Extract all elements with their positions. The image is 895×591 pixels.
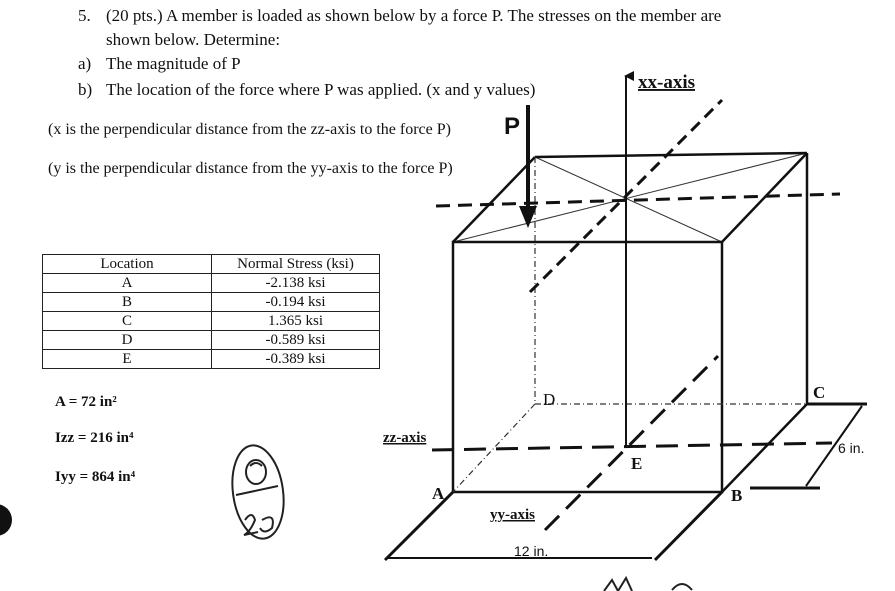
point-d-label: D — [543, 390, 556, 409]
dimension-12in-label: 12 in. — [514, 543, 549, 559]
part-a-text: The magnitude of P — [106, 54, 241, 73]
cell-location: D — [43, 331, 212, 350]
header-location: Location — [43, 255, 212, 274]
force-p-label: P — [504, 113, 521, 140]
cell-location: B — [43, 293, 212, 312]
cell-stress: -2.138 ksi — [212, 274, 380, 293]
cell-stress: -0.589 ksi — [212, 331, 380, 350]
cell-stress: -0.389 ksi — [212, 350, 380, 369]
handwritten-grade-mark — [227, 442, 290, 542]
yy-axis-line — [545, 356, 718, 530]
point-e-label: E — [631, 454, 643, 473]
problem-number: 5. — [78, 6, 91, 25]
point-c-label: C — [813, 383, 826, 402]
zz-axis-label: zz-axis — [383, 430, 427, 446]
problem-line-2: shown below. Determine: — [106, 30, 281, 49]
xx-axis-label: xx-axis — [638, 72, 695, 93]
edge-blot — [0, 504, 12, 536]
header-normal-stress: Normal Stress (ksi) — [212, 255, 380, 274]
yy-axis-label: yy-axis — [490, 507, 535, 523]
note-y-distance: (y is the perpendicular distance from the yy-axis to the force P) — [48, 160, 453, 177]
force-p-arrow — [519, 105, 537, 228]
part-b-text: The location of the force where P was applied. (x and y values) — [106, 80, 536, 99]
part-b-marker: b) — [78, 80, 93, 99]
cell-stress: 1.365 ksi — [212, 312, 380, 331]
cell-stress: -0.194 ksi — [212, 293, 380, 312]
cell-location: C — [43, 312, 212, 331]
cell-location: A — [43, 274, 212, 293]
point-a-label: A — [432, 484, 445, 503]
note-x-distance: (x is the perpendicular distance from the zz-axis to the force P) — [48, 121, 451, 138]
stray-handwriting — [604, 578, 692, 591]
dimension-6in-label: 6 in. — [838, 440, 865, 456]
part-a-marker: a) — [78, 54, 92, 73]
box-front-face — [453, 242, 722, 492]
point-b-label: B — [731, 486, 743, 505]
izz-value: Izz = 216 in⁴ — [55, 430, 134, 446]
cell-location: E — [43, 350, 212, 369]
area-value: A = 72 in² — [55, 394, 117, 410]
iyy-value: Iyy = 864 in⁴ — [55, 469, 136, 485]
problem-line-1: (20 pts.) A member is loaded as shown below by a force P. The stresses on the member are — [106, 6, 722, 25]
